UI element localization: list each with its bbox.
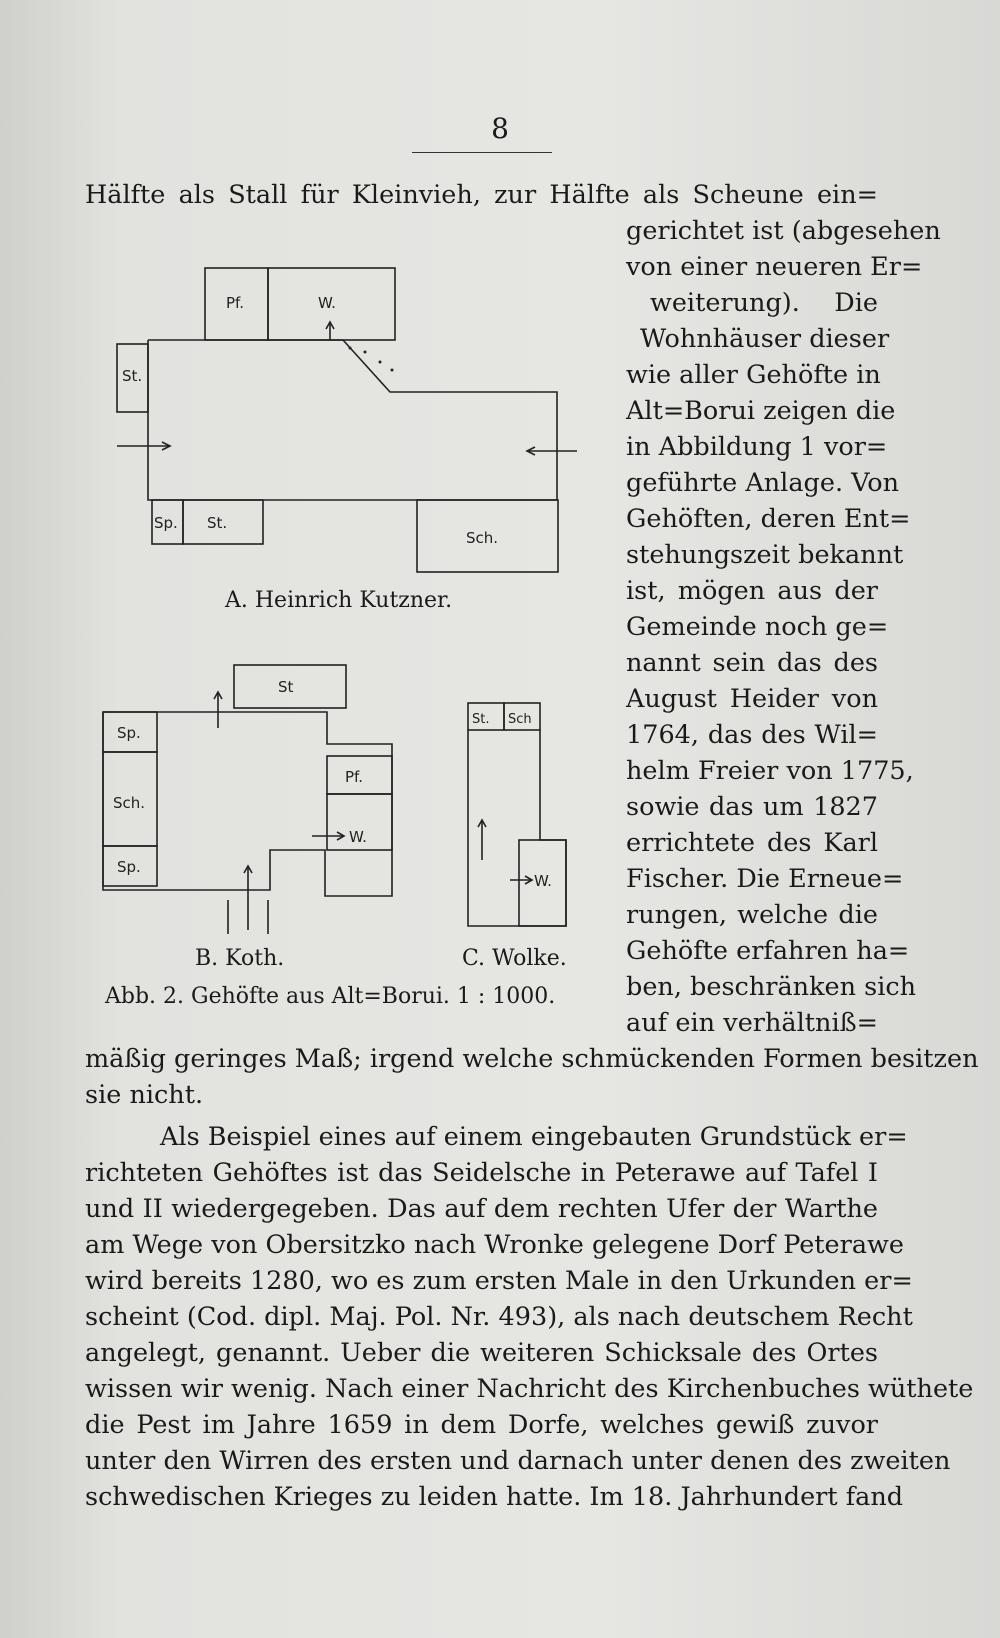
- plan-b-label: St: [278, 678, 294, 696]
- plan-a-yard: [148, 340, 557, 500]
- text-line: Hälfte als Stall für Kleinvieh, zur Hälfte als Scheune ein=: [85, 180, 878, 210]
- text-line: weiterung). Die: [650, 288, 878, 318]
- plan-a-label: St.: [122, 367, 143, 385]
- text-line: geführte Anlage. Von: [626, 468, 900, 498]
- plan-a-label: St.: [207, 514, 228, 532]
- plan-b-label: Pf.: [345, 768, 364, 786]
- caption-plan-c: C. Wolke.: [462, 946, 567, 971]
- plan-c-label: St.: [472, 712, 490, 727]
- text-line: die Pest im Jahre 1659 in dem Dorfe, welches gewiß zuvor: [85, 1410, 878, 1440]
- caption-plan-b: B. Koth.: [195, 946, 285, 971]
- plan-a: [117, 268, 577, 572]
- text-line: Fischer. Die Erneue=: [626, 864, 904, 894]
- text-line: in Abbildung 1 vor=: [626, 432, 888, 462]
- text-line: helm Freier von 1775,: [626, 756, 914, 786]
- text-line: mäßig geringes Maß; irgend welche schmückenden Formen besitzen: [85, 1044, 979, 1074]
- text-line: sowie das um 1827: [626, 792, 878, 822]
- text-line: Als Beispiel eines auf einem eingebauten Grundstück er=: [160, 1122, 908, 1152]
- text-line: sie nicht.: [85, 1080, 204, 1110]
- caption-plan-a: A. Heinrich Kutzner.: [225, 588, 453, 613]
- text-line: Wohnhäuser dieser: [640, 324, 890, 354]
- plan-a-label: W.: [318, 294, 336, 312]
- plan-b: [103, 665, 392, 934]
- text-line: Gemeinde noch ge=: [626, 612, 889, 642]
- plan-b-label: W.: [349, 828, 367, 846]
- text-line: wissen wir wenig. Nach einer Nachricht des Kirchenbuches wüthete: [85, 1374, 974, 1404]
- text-line: Gehöfte erfahren ha=: [626, 936, 910, 966]
- plan-c-label: W.: [534, 872, 552, 890]
- plan-a-label: Sp.: [154, 514, 178, 532]
- text-line: gerichtet ist (abgesehen: [626, 216, 941, 246]
- text-line: Alt=Borui zeigen die: [626, 396, 896, 426]
- text-line: errichtete des Karl: [626, 828, 878, 858]
- text-line: wie aller Gehöfte in: [626, 360, 881, 390]
- plan-b-label: Sp.: [117, 858, 141, 876]
- text-line: 1764, das des Wil=: [626, 720, 878, 750]
- text-line: August Heider von: [626, 684, 878, 714]
- text-line: rungen, welche die: [626, 900, 878, 930]
- text-line: nannt sein das des: [626, 648, 878, 678]
- page-number: 8: [491, 112, 509, 145]
- text-line: scheint (Cod. dipl. Maj. Pol. Nr. 493), als nach deutschem Recht: [85, 1302, 913, 1332]
- text-line: von einer neueren Er=: [626, 252, 923, 282]
- text-line: am Wege von Obersitzko nach Wronke gelegene Dorf Peterawe: [85, 1230, 904, 1260]
- text-line: Gehöften, deren Ent=: [626, 504, 911, 534]
- plan-b-label: Sp.: [117, 724, 141, 742]
- text-line: unter den Wirren des ersten und darnach unter denen des zweiten: [85, 1446, 951, 1476]
- plan-b-label: Sch.: [113, 794, 146, 812]
- plan-c-label: Sch: [508, 712, 532, 727]
- text-line: ben, beschränken sich: [626, 972, 917, 1002]
- text-line: ist, mögen aus der: [626, 576, 878, 606]
- plan-a-label: Sch.: [466, 529, 499, 547]
- text-line: richteten Gehöftes ist das Seidelsche in Peterawe auf Tafel I: [85, 1158, 878, 1188]
- text-line: stehungszeit bekannt: [626, 540, 904, 570]
- figure-caption: Abb. 2. Gehöfte aus Alt=Borui. 1 : 1000.: [105, 984, 556, 1009]
- text-line: wird bereits 1280, wo es zum ersten Male in den Urkunden er=: [85, 1266, 913, 1296]
- plan-c: [468, 703, 566, 926]
- text-line: auf ein verhältniß=: [626, 1008, 878, 1038]
- text-line: angelegt, genannt. Ueber die weiteren Schicksale des Ortes: [85, 1338, 878, 1368]
- text-line: schwedischen Krieges zu leiden hatte. Im 18. Jahrhundert fand: [85, 1482, 904, 1512]
- text-line: und II wiedergegeben. Das auf dem rechten Ufer der Warthe: [85, 1194, 878, 1224]
- plan-a-label: Pf.: [226, 294, 245, 312]
